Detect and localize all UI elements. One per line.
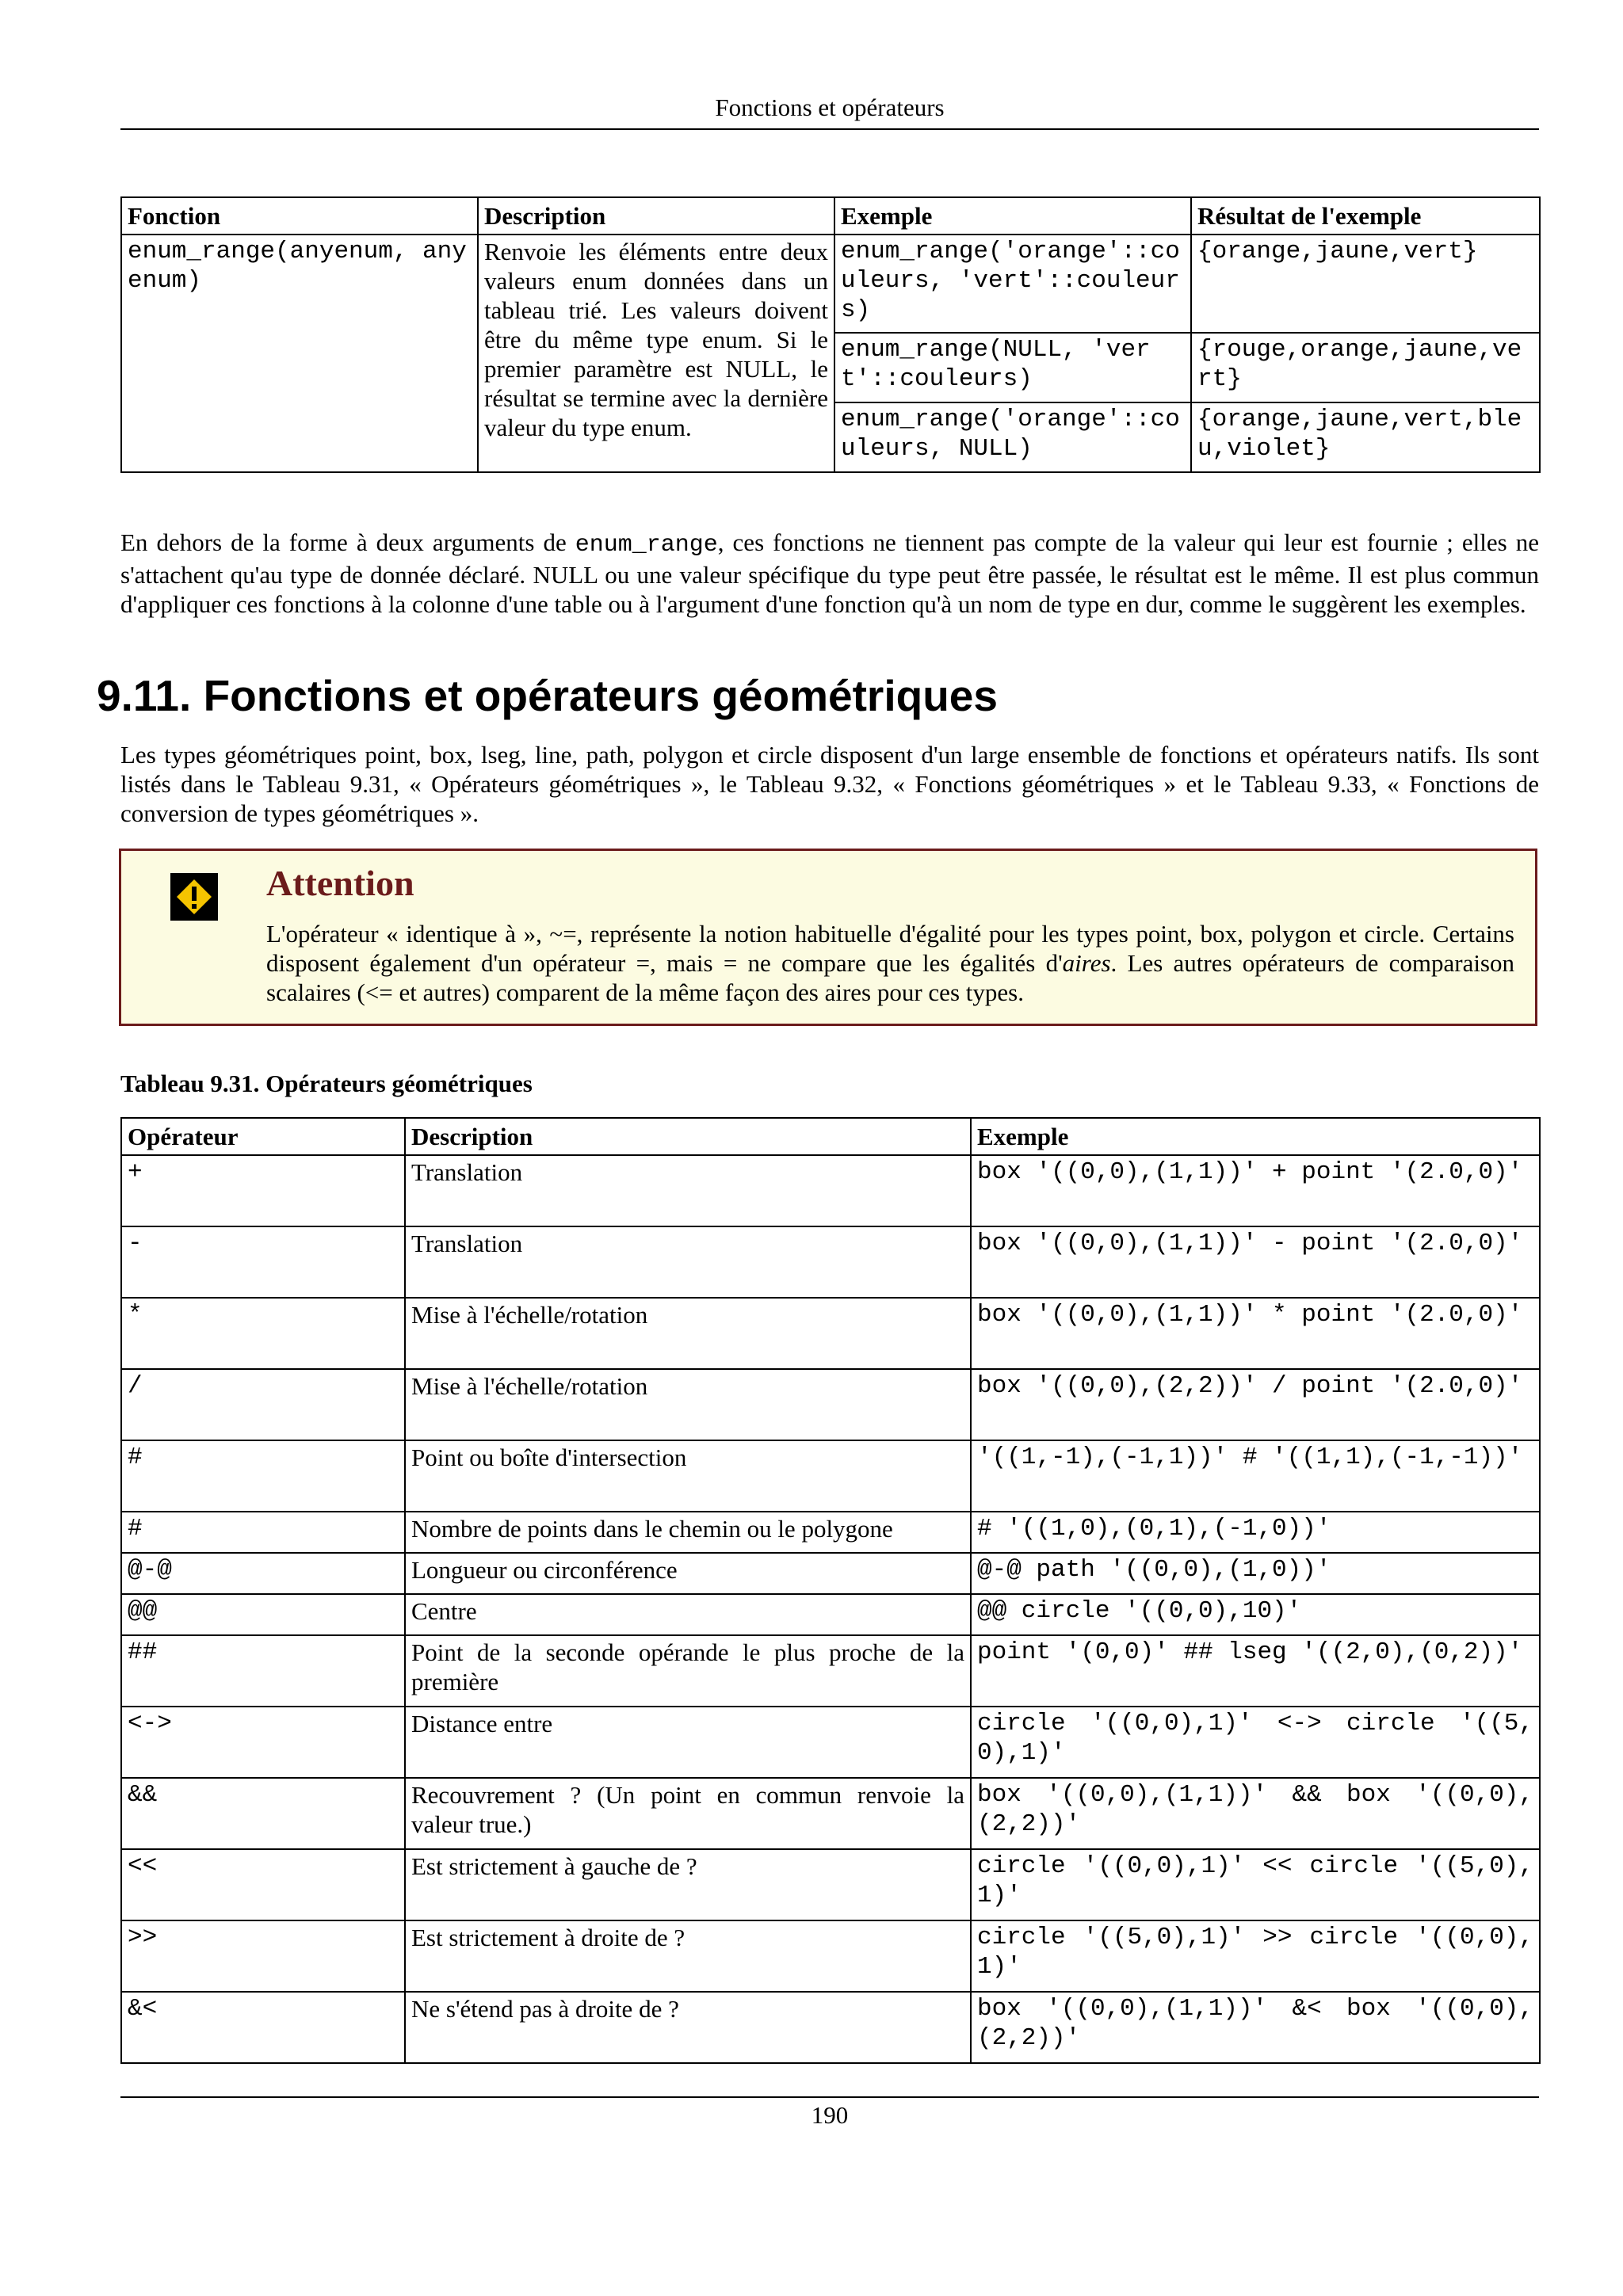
warning-icon — [170, 873, 218, 921]
footer-rule — [120, 2096, 1539, 2098]
function-description: Renvoie les éléments entre deux valeurs enum données dans un tableau trié. Les valeurs doivent être du même type enum. Si le premier paramètre est NULL, le résultat se termine avec la dernière valeur du type enum. — [478, 235, 834, 472]
column-header: Description — [478, 197, 834, 235]
table-header-row — [121, 197, 1540, 235]
description-cell: Nombre de points dans le chemin ou le polygone — [405, 1512, 971, 1553]
column-header: Résultat de l'exemple — [1191, 197, 1540, 235]
description-cell: Point ou boîte d'intersection — [405, 1440, 971, 1512]
example-cell: '((1,-1),(-1,1))' # '((1,1),(-1,-1))' — [971, 1440, 1540, 1512]
table-caption: Tableau 9.31. Opérateurs géométriques — [120, 1070, 533, 1097]
table-row — [121, 1707, 1540, 1778]
column-header: Exemple — [834, 197, 1191, 235]
attention-box — [119, 849, 1537, 1026]
table-header-row — [121, 1118, 1540, 1155]
operator-cell: &< — [121, 1992, 405, 2063]
example-cell: box '((0,0),(1,1))' - point '(2.0,0)' — [971, 1226, 1540, 1298]
description-cell: Translation — [405, 1155, 971, 1226]
description-cell: Distance entre — [405, 1707, 971, 1778]
example-cell: circle '((0,0),1)' <-> circle '((5,0),1)' — [971, 1707, 1540, 1778]
function-signature: enum_range(anyenum, anyenum) — [121, 235, 478, 472]
table-row — [121, 235, 1540, 333]
operator-cell: && — [121, 1778, 405, 1849]
operator-cell: # — [121, 1512, 405, 1553]
running-header: Fonctions et opérateurs — [715, 93, 945, 121]
operator-cell: <-> — [121, 1707, 405, 1778]
table-row — [121, 1440, 1540, 1512]
description-cell: Est strictement à gauche de ? — [405, 1849, 971, 1920]
table-row — [121, 1226, 1540, 1298]
result-cell: {rouge,orange,jaune,vert} — [1191, 333, 1540, 402]
operator-cell: # — [121, 1440, 405, 1512]
geometric-operators-table — [120, 1117, 1541, 2064]
description-cell: Translation — [405, 1226, 971, 1298]
operator-cell: >> — [121, 1920, 405, 1992]
table-row — [121, 1155, 1540, 1226]
example-cell: box '((0,0),(1,1))' * point '(2.0,0)' — [971, 1298, 1540, 1369]
attention-title: Attention — [266, 863, 414, 903]
operator-cell: @@ — [121, 1594, 405, 1635]
table-row — [121, 1920, 1540, 1992]
description-cell: Ne s'étend pas à droite de ? — [405, 1992, 971, 2063]
example-cell: point '(0,0)' ## lseg '((2,0),(0,2))' — [971, 1635, 1540, 1707]
table-row — [121, 1512, 1540, 1553]
paragraph-text: , ces fonctions ne tiennent pas compte de la valeur qui leur est fournie ; elles ne s'attachent qu'au type de donnée déclaré. NULL ou une valeur spécifique du type peut être passée, le résultat est le même. Il est plus commun d'appliquer ces fonctions à la colonne d'une table ou à l'argument d'une fonction qu'à un nom de type en dur, comme le suggèrent les exemples. — [120, 528, 1539, 618]
operator-cell: << — [121, 1849, 405, 1920]
section-intro: Les types géométriques point, box, lseg, line, path, polygon et circle disposent d'un large ensemble de fonctions et opérateurs natifs. Ils sont listés dans le Tableau 9.31, « Opérateurs géométriques », le Tableau 9.32, « Fonctions géométriques » et le Tableau 9.33, « Fonctions de conversion de types géométriques ». — [120, 741, 1539, 827]
example-cell: @@ circle '((0,0),10)' — [971, 1594, 1540, 1635]
header-rule — [120, 128, 1539, 130]
column-header: Opérateur — [121, 1118, 405, 1155]
column-header: Exemple — [971, 1118, 1540, 1155]
result-cell: {orange,jaune,vert} — [1191, 235, 1540, 333]
emphasis: aires — [1062, 949, 1111, 977]
operator-cell: @-@ — [121, 1553, 405, 1594]
table-row — [121, 1369, 1540, 1440]
operator-cell: * — [121, 1298, 405, 1369]
table-row — [121, 1992, 1540, 2063]
example-cell: # '((1,0),(0,1),(-1,0))' — [971, 1512, 1540, 1553]
table-row — [121, 1849, 1540, 1920]
inline-code: enum_range — [575, 532, 718, 559]
description-cell: Mise à l'échelle/rotation — [405, 1369, 971, 1440]
operator-cell: / — [121, 1369, 405, 1440]
page-number: 190 — [811, 2101, 849, 2129]
operator-cell: - — [121, 1226, 405, 1298]
section-title: 9.11. Fonctions et opérateurs géométriques — [97, 671, 998, 720]
result-cell: {orange,jaune,vert,bleu,violet} — [1191, 402, 1540, 472]
attention-text-part: . Les autres opérateurs de comparaison scalaires (<= et autres) comparent de la même façon des aires pour ces types. — [266, 949, 1515, 1006]
column-header: Description — [405, 1118, 971, 1155]
description-cell: Point de la seconde opérande le plus proche de la première — [405, 1635, 971, 1707]
description-cell: Recouvrement ? (Un point en commun renvoie la valeur true.) — [405, 1778, 971, 1849]
example-cell: enum_range('orange'::couleurs, NULL) — [834, 402, 1191, 472]
attention-text-part: L'opérateur « identique à », ~=, représente la notion habituelle d'égalité pour les types point, box, polygon et circle. Certains disposent également d'un opérateur =, mais = ne compare que les égalités d' — [266, 920, 1514, 977]
column-header: Fonction — [121, 197, 478, 235]
example-cell: enum_range('orange'::couleurs, 'vert'::couleurs) — [834, 235, 1191, 333]
table-row — [121, 1553, 1540, 1594]
example-cell: @-@ path '((0,0),(1,0))' — [971, 1553, 1540, 1594]
example-cell: circle '((5,0),1)' >> circle '((0,0),1)' — [971, 1920, 1540, 1992]
table-row — [121, 1635, 1540, 1707]
operator-cell: ## — [121, 1635, 405, 1707]
description-cell: Mise à l'échelle/rotation — [405, 1298, 971, 1369]
description-cell: Longueur ou circonférence — [405, 1553, 971, 1594]
operator-cell: + — [121, 1155, 405, 1226]
description-cell: Est strictement à droite de ? — [405, 1920, 971, 1992]
example-cell: box '((0,0),(2,2))' / point '(2.0,0)' — [971, 1369, 1540, 1440]
example-cell: box '((0,0),(1,1))' && box '((0,0),(2,2))' — [971, 1778, 1540, 1849]
table-row — [121, 1594, 1540, 1635]
attention-text — [266, 919, 1514, 1007]
enum-range-paragraph — [120, 528, 1539, 619]
example-cell: enum_range(NULL, 'vert'::couleurs) — [834, 333, 1191, 402]
example-cell: box '((0,0),(1,1))' &< box '((0,0),(2,2))' — [971, 1992, 1540, 2063]
enum-functions-table — [120, 196, 1541, 473]
paragraph-text: En dehors de la forme à deux arguments de — [120, 528, 575, 556]
table-row — [121, 1298, 1540, 1369]
example-cell: circle '((0,0),1)' << circle '((5,0),1)' — [971, 1849, 1540, 1920]
description-cell: Centre — [405, 1594, 971, 1635]
example-cell: box '((0,0),(1,1))' + point '(2.0,0)' — [971, 1155, 1540, 1226]
table-row — [121, 1778, 1540, 1849]
